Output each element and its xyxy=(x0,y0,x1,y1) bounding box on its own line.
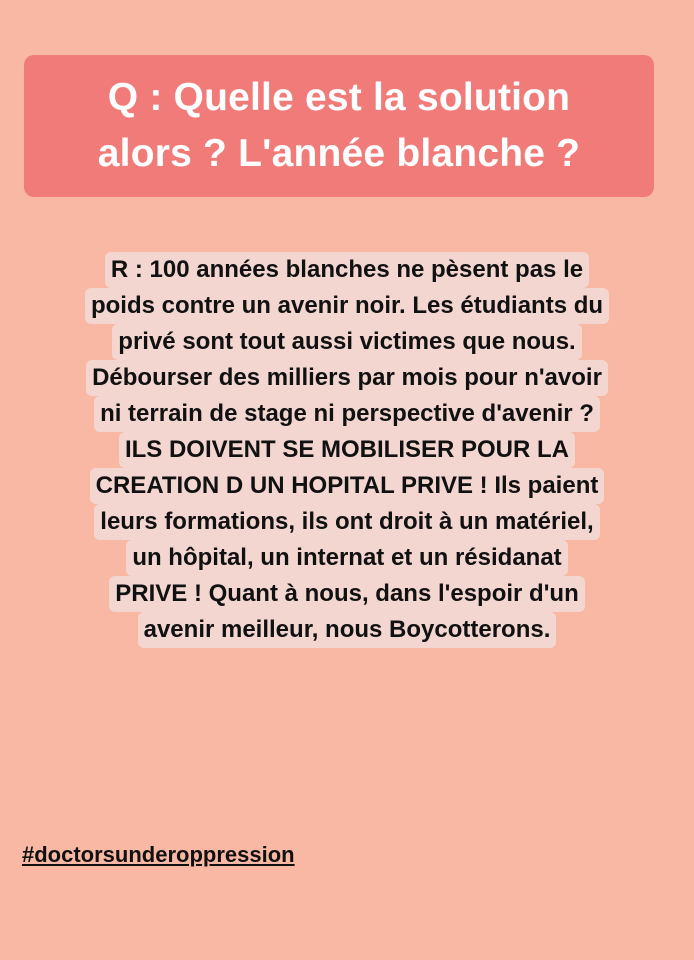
answer-line: ILS DOIVENT SE MOBILISER POUR LA xyxy=(119,432,575,468)
answer-text-block xyxy=(20,252,674,648)
question-line-1: Q : Quelle est la solution xyxy=(107,76,571,119)
answer-line: CREATION D UN HOPITAL PRIVE ! Ils paient xyxy=(90,468,605,504)
answer-line: poids contre un avenir noir. Les étudiants du xyxy=(85,288,609,324)
question-line-2: alors ? L'année blanche ? xyxy=(97,132,581,175)
answer-line: PRIVE ! Quant à nous, dans l'espoir d'un xyxy=(109,576,584,612)
answer-line: Débourser des milliers par mois pour n'avoir xyxy=(86,360,608,396)
answer-line: ni terrain de stage ni perspective d'avenir ? xyxy=(94,396,600,432)
answer-line: R : 100 années blanches ne pèsent pas le xyxy=(105,252,589,288)
answer-line: leurs formations, ils ont droit à un matériel, xyxy=(94,504,599,540)
answer-line: privé sont tout aussi victimes que nous. xyxy=(112,324,581,360)
question-text xyxy=(98,70,580,182)
question-box xyxy=(24,55,654,197)
hashtag-link[interactable]: #doctorsunderoppression xyxy=(22,842,295,867)
answer-line: avenir meilleur, nous Boycotterons. xyxy=(138,612,557,648)
answer-line: un hôpital, un internat et un résidanat xyxy=(126,540,567,576)
